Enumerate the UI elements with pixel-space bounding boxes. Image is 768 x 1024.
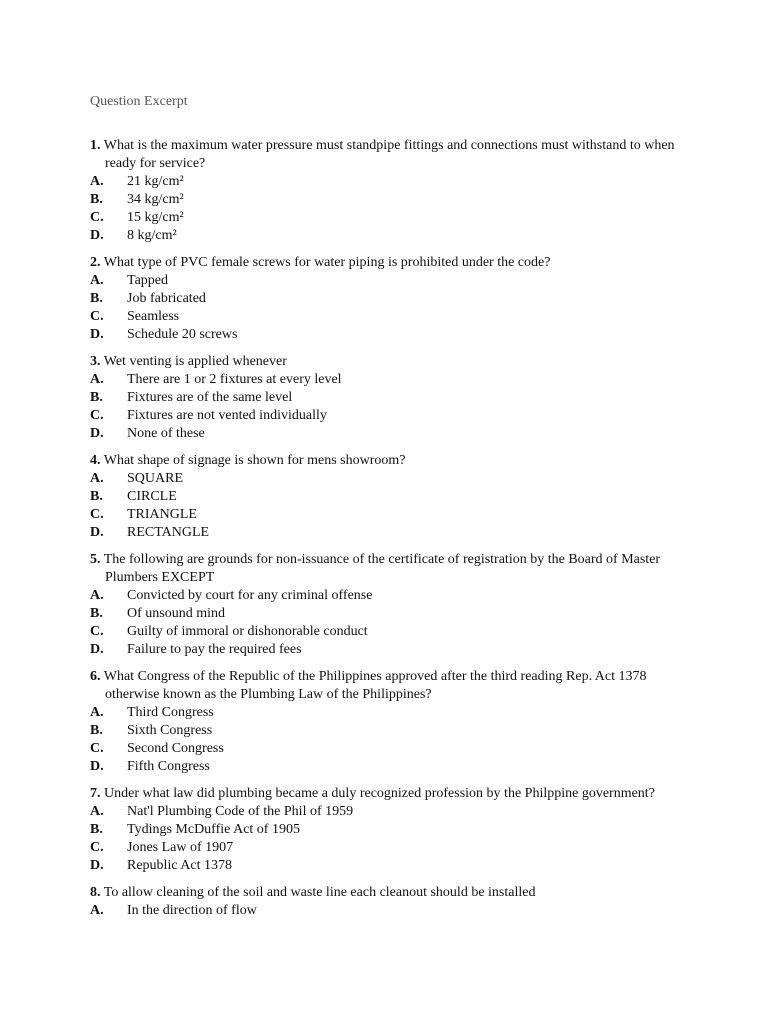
option-b [90, 191, 690, 209]
option-text: Of unsound mind [127, 606, 225, 621]
question-text: What type of PVC female screws for water piping is prohibited under the code? [103, 255, 551, 270]
question-number: 3. [90, 354, 101, 369]
option-text: Sixth Congress [127, 723, 213, 738]
option-a [90, 803, 690, 821]
option-letter: A. [90, 372, 104, 387]
question-7 [90, 785, 690, 875]
option-d [90, 641, 690, 659]
option-c [90, 308, 690, 326]
question-text: What shape of signage is shown for mens showroom? [103, 453, 406, 468]
option-text: Failure to pay the required fees [127, 642, 302, 657]
option-letter: D. [90, 759, 104, 774]
option-text: Schedule 20 screws [127, 327, 238, 342]
option-letter: C. [90, 408, 104, 423]
option-c [90, 839, 690, 857]
option-b [90, 290, 690, 308]
question-stem [90, 785, 690, 803]
question-text: Wet venting is applied whenever [103, 354, 287, 369]
option-text: 34 kg/cm² [127, 192, 184, 207]
question-stem [90, 668, 690, 704]
question-stem [90, 254, 690, 272]
option-a [90, 173, 690, 191]
question-number: 4. [90, 453, 101, 468]
option-text: 8 kg/cm² [127, 228, 177, 243]
option-b [90, 488, 690, 506]
option-text: RECTANGLE [127, 525, 210, 540]
option-text: Guilty of immoral or dishonorable conduct [127, 624, 368, 639]
option-letter: C. [90, 507, 104, 522]
question-number: 1. [90, 138, 101, 153]
option-d [90, 425, 690, 443]
question-stem [90, 551, 690, 587]
option-letter: C. [90, 624, 104, 639]
option-letter: D. [90, 426, 104, 441]
question-2 [90, 254, 690, 344]
option-text: Nat'l Plumbing Code of the Phil of 1959 [127, 804, 354, 819]
option-text: Second Congress [127, 741, 224, 756]
option-letter: A. [90, 471, 104, 486]
option-c [90, 740, 690, 758]
option-a [90, 587, 690, 605]
option-text: 21 kg/cm² [127, 174, 184, 189]
option-letter: A. [90, 273, 104, 288]
option-b [90, 821, 690, 839]
excerpt-title: Question Excerpt [90, 94, 188, 109]
option-text: Jones Law of 1907 [127, 840, 234, 855]
option-d [90, 857, 690, 875]
option-letter: D. [90, 228, 104, 243]
question-text: To allow cleaning of the soil and waste line each cleanout should be installed [103, 885, 536, 900]
question-text: What Congress of the Republic of the Philippines approved after the third reading Rep. Act 1378 otherwise known as the Plumbing Law of the Philippines? [103, 669, 647, 702]
option-a [90, 272, 690, 290]
option-letter: D. [90, 525, 104, 540]
option-letter: D. [90, 642, 104, 657]
option-d [90, 227, 690, 245]
question-stem [90, 884, 690, 902]
question-text: What is the maximum water pressure must standpipe fittings and connections must withstand to when ready for service? [103, 138, 675, 171]
question-number: 5. [90, 552, 101, 567]
option-c [90, 407, 690, 425]
option-text: SQUARE [127, 471, 184, 486]
option-c [90, 623, 690, 641]
question-list [90, 137, 690, 929]
option-d [90, 758, 690, 776]
option-letter: A. [90, 903, 104, 918]
option-text: Fifth Congress [127, 759, 210, 774]
option-letter: D. [90, 327, 104, 342]
option-letter: B. [90, 192, 103, 207]
option-a [90, 371, 690, 389]
option-letter: C. [90, 840, 104, 855]
option-a [90, 704, 690, 722]
option-letter: A. [90, 174, 104, 189]
option-text: Republic Act 1378 [127, 858, 232, 873]
option-text: Seamless [127, 309, 180, 324]
option-letter: B. [90, 291, 103, 306]
question-1 [90, 137, 690, 245]
option-letter: A. [90, 588, 104, 603]
option-text: Job fabricated [127, 291, 206, 306]
option-letter: B. [90, 390, 103, 405]
option-letter: C. [90, 210, 104, 225]
option-text: There are 1 or 2 fixtures at every level [127, 372, 342, 387]
option-c [90, 506, 690, 524]
option-b [90, 722, 690, 740]
question-5 [90, 551, 690, 659]
question-number: 6. [90, 669, 101, 684]
option-d [90, 524, 690, 542]
question-6 [90, 668, 690, 776]
option-text: Tapped [127, 273, 169, 288]
option-letter: B. [90, 489, 103, 504]
option-letter: D. [90, 858, 104, 873]
option-text: Third Congress [127, 705, 214, 720]
option-letter: B. [90, 606, 103, 621]
option-text: Fixtures are not vented individually [127, 408, 327, 423]
option-letter: C. [90, 309, 104, 324]
option-b [90, 605, 690, 623]
option-text: In the direction of flow [127, 903, 257, 918]
option-letter: C. [90, 741, 104, 756]
question-stem [90, 452, 690, 470]
option-text: TRIANGLE [127, 507, 197, 522]
question-8 [90, 884, 690, 920]
option-letter: A. [90, 705, 104, 720]
option-letter: B. [90, 822, 103, 837]
option-letter: B. [90, 723, 103, 738]
option-text: 15 kg/cm² [127, 210, 184, 225]
question-text: Under what law did plumbing became a duly recognized profession by the Philppine government? [104, 786, 655, 801]
option-text: CIRCLE [127, 489, 177, 504]
question-4 [90, 452, 690, 542]
question-stem [90, 353, 690, 371]
option-a [90, 902, 690, 920]
option-a [90, 470, 690, 488]
option-b [90, 389, 690, 407]
option-letter: A. [90, 804, 104, 819]
option-text: Fixtures are of the same level [127, 390, 293, 405]
option-text: None of these [127, 426, 205, 441]
option-text: Convicted by court for any criminal offense [127, 588, 373, 603]
question-stem [90, 137, 690, 173]
option-d [90, 326, 690, 344]
option-text: Tydings McDuffie Act of 1905 [127, 822, 300, 837]
question-text: The following are grounds for non-issuance of the certificate of registration by the Board of Master Plumbers EXCEPT [103, 552, 661, 585]
option-c [90, 209, 690, 227]
question-number: 8. [90, 885, 101, 900]
question-3 [90, 353, 690, 443]
question-number: 2. [90, 255, 101, 270]
question-number: 7. [90, 786, 101, 801]
